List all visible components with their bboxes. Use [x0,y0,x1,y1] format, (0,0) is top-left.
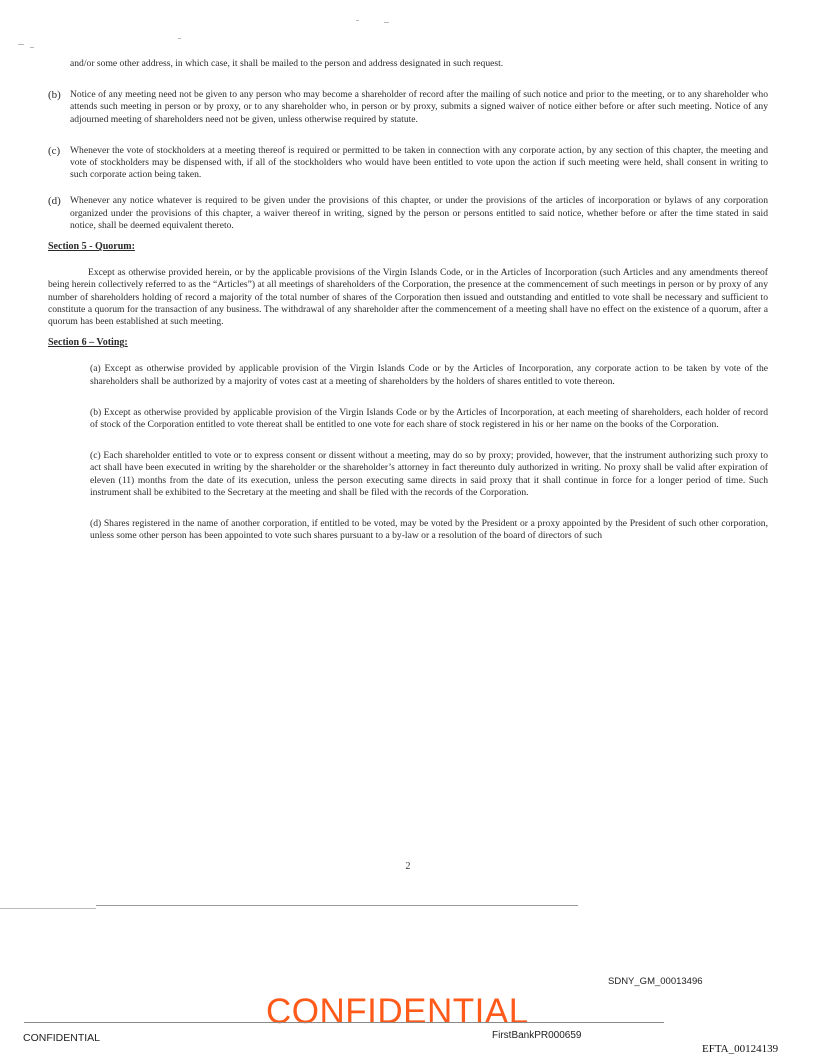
voting-para-a: (a) Except as otherwise provided by applicable provision of the Virgin Islands Code or by the Articles of Incorporation, any corporate action to be taken by vote of the shareholders shall be authorized by a majority of votes cast at a meeting of shareholders by the holders of shares entitled to vote thereon. [90,363,768,387]
section-5-heading: Section 5 - Quorum: [48,241,135,253]
efta-id: EFTA_00124139 [702,1043,779,1055]
confidential-stamp: CONFIDENTIAL [266,992,529,1031]
notice-item-c [48,145,768,182]
item-text: Notice of any meeting need not be given to any person who may become a shareholder of record after the mailing of such notice and prior to the meeting, or to any shareholder who attends such meeting in person or by proxy, or to any shareholder who, in person or by proxy, submits a signed waiver of notice either before or after such meeting. Notice of any adjourned meeting of shareholders need not be given, unless otherwise required by statute. [70,89,768,125]
scan-edge-line-left [0,908,96,909]
section-6-heading: Section 6 – Voting: [48,337,128,349]
scan-edge-line [96,905,578,906]
notice-item-b [48,89,768,126]
item-marker: (c) [48,144,61,157]
item-marker: (d) [48,195,61,208]
document-body [48,58,768,542]
voting-para-d: (d) Shares registered in the name of another corporation, if entitled to be voted, may be voted by the President or a proxy appointed by the President of such other corporation, unless some other person has been appointed to vote such shares pursuant to a by-law or a resolution of the board of directors of such [90,518,768,542]
voting-para-c: (c) Each shareholder entitled to vote or to express consent or dissent without a meeting, may do so by proxy; provided, however, that the instrument authorizing such proxy to act shall have been executed in writing by the shareholder or the shareholder’s attorney in fact thereunto duly authorized in writing. No proxy shall be valid after expiration of eleven (11) months from the date of its execution, unless the person executing same directs in said proxy that it shall continue in force for a longer period of time. Such instrument shall be exhibited to the Secretary at the meeting and shall be filed with the records of the Corporation. [90,450,768,498]
item-text: Whenever any notice whatever is required to be given under the provisions of this chapter, or under the provisions of the articles of incorporation or bylaws of any corporation organized under the provisions of this chapter, a waiver thereof in writing, signed by the person or persons entitled to said notice, whether before or after the time stated in said notice, shall be deemed equivalent thereto. [70,195,768,231]
section-5-text: Except as otherwise provided herein, or by the applicable provisions of the Virgin Islands Code, or in the Articles of Incorporation (such Articles and any amendments thereof being herein collectively referred to as the “Articles”) at all meetings of shareholders of the Corporation, the presence at the commencement of such meetings in person or by proxy of any number of shareholders holding of record a majority of the total number of shares of the Corporation then issued and outstanding and entitled to vote shall be necessary and sufficient to constitute a quorum for the transaction of any business. The withdrawal of any shareholder after the commencement of a meeting shall have no effect on the existence of a quorum, after a quorum has been established at such meeting. [48,267,768,328]
confidential-label: CONFIDENTIAL [23,1032,101,1044]
page-number: 2 [405,861,411,872]
intro-continuation: and/or some other address, in which case, it shall be mailed to the person and address designated in such request. [70,58,504,69]
footer-divider [24,1022,664,1023]
notice-item-d [48,195,768,232]
firstbank-id: FirstBankPR000659 [492,1030,582,1041]
bates-number: SDNY_GM_00013496 [608,976,703,987]
item-marker: (b) [48,89,61,102]
item-text: Whenever the vote of stockholders at a meeting thereof is required or permitted to be taken in connection with any corporate action, by any section of this chapter, the meeting and vote of stockholders may be dispensed with, if all of the stockholders who would have been entitled to vote upon the action if such meeting were held, shall consent in writing to such corporate action being taken. [70,144,768,181]
voting-para-b: (b) Except as otherwise provided by applicable provision of the Virgin Islands Code or by the Articles of Incorporation, at each meeting of shareholders, each holder of record of stock of the Corporation entitled to vote thereat shall be entitled to one vote for each share of stock registered in his or her name on the books of the Corporation. [90,406,768,431]
